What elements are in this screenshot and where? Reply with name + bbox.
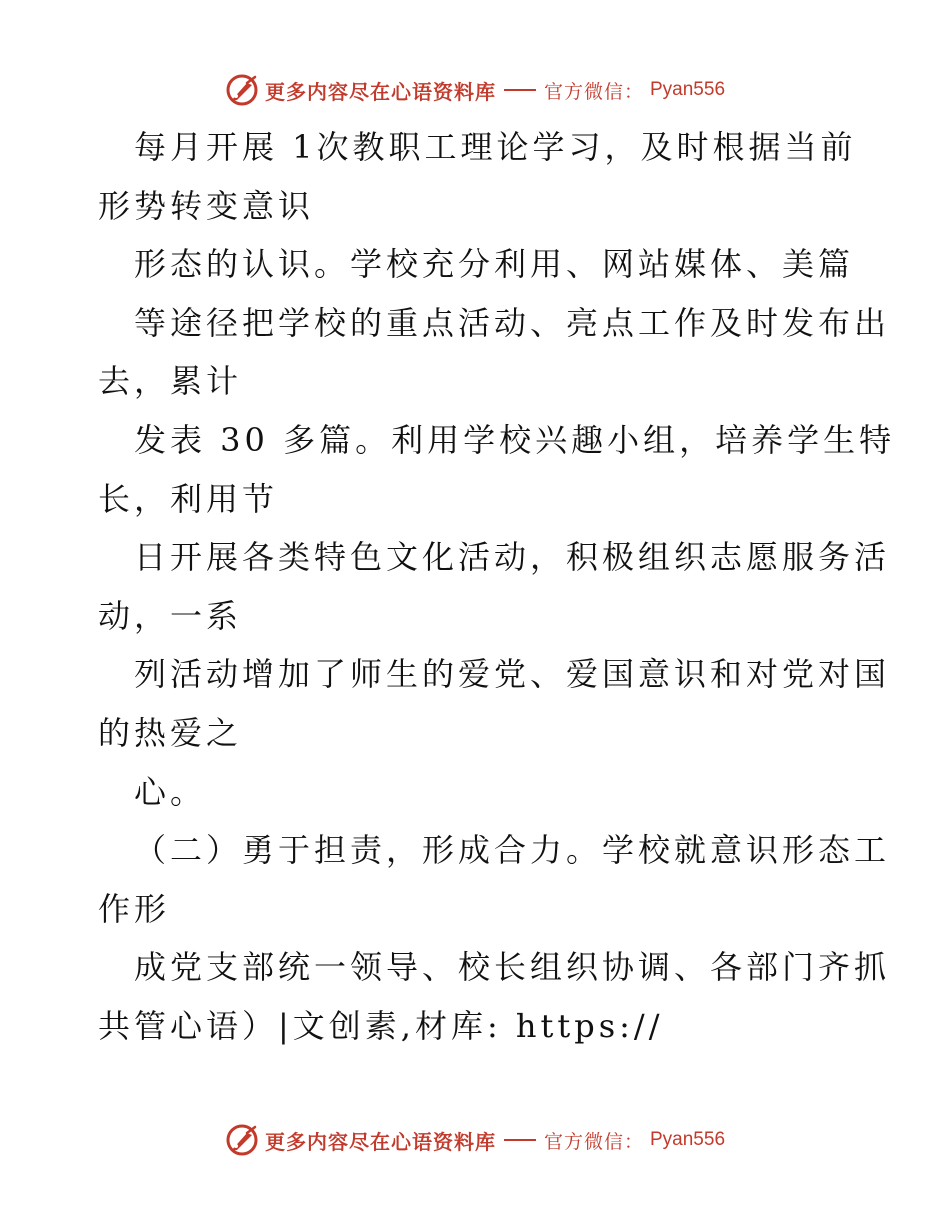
text-line: 等途径把学校的重点活动、亮点工作及时发布出 [134,303,891,342]
text-line: 列活动增加了师生的爱党、爱国意识和对党对国 [134,655,891,694]
text-line: 动，一系 [98,596,243,635]
text-line: 长，利用节 [98,479,279,518]
text-line: 共管心语）|文创素,材库: https:// [98,1006,664,1045]
wechat-id: Pyan556 [650,1129,726,1150]
wechat-label: 官方微信： [543,1130,644,1153]
quill-pen-logo-icon [225,73,259,107]
header-banner [0,70,950,110]
brand-text: 更多内容尽在心语资料库 [264,1129,496,1154]
text-line: 形态的认识。学校充分利用、网站媒体、美篇 [134,245,855,284]
text-line: 的热爱之 [98,713,243,752]
text-line: 发表 30 多篇。利用学校兴趣小组，培养学生特 [134,420,896,459]
text-line: 去，累计 [98,362,243,401]
text-line: 日开展各类特色文化活动，积极组织志愿服务活 [134,538,891,577]
quill-pen-logo-icon [225,1123,259,1157]
wechat-label: 官方微信： [543,80,644,103]
banner-dash [504,89,536,91]
text-line: 每月开展 1次教职工理论学习，及时根据当前 [134,128,857,166]
text-line: （二）勇于担责，形成合力。学校就意识形态工 [134,831,891,870]
text-line: 心。 [134,772,207,811]
document-body [98,118,896,1056]
wechat-id: Pyan556 [650,79,726,100]
banner-dash [504,1139,536,1141]
brand-text: 更多内容尽在心语资料库 [264,79,496,104]
text-line: 形势转变意识 [98,186,315,225]
text-line: 成党支部统一领导、校长组织协调、各部门齐抓 [134,948,891,987]
footer-banner [0,1120,950,1160]
text-line: 作形 [98,889,171,928]
